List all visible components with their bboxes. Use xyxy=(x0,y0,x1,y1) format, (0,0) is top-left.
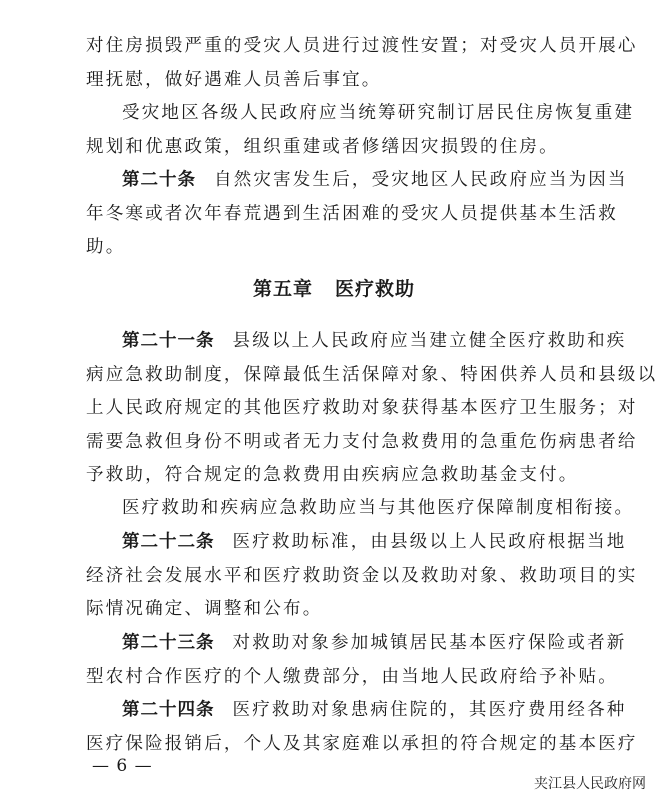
article-paragraph xyxy=(86,526,638,627)
article-number: 第二十二条 xyxy=(122,532,215,552)
article-paragraph xyxy=(86,325,658,493)
text-line: 病应急救助制度，保障最低生活保障对象、特困供养人员和县级以 xyxy=(86,364,658,385)
text-line: 助。 xyxy=(86,237,126,257)
chapter-heading xyxy=(0,274,668,301)
text-line xyxy=(86,694,627,728)
article-text: 自然灾害发生后，受灾地区人民政府应当为因当 xyxy=(214,170,628,190)
article-text: 医疗救助对象患病住院的，其医疗费用经各种 xyxy=(232,700,627,720)
text-line: 医疗救助和疾病应急救助应当与其他医疗保障制度相衔接。 xyxy=(122,498,635,518)
watermark: 夹江县人民政府网 xyxy=(532,772,648,794)
text-line: 对住房损毁严重的受灾人员进行过渡性安置；对受灾人员开展心 xyxy=(86,36,638,56)
text-line xyxy=(86,627,627,661)
article-number: 第二十条 xyxy=(122,170,196,190)
text-line xyxy=(86,325,627,359)
text-line: 需要急救但身份不明或者无力支付急救费用的急重危伤病患者给 xyxy=(86,431,638,452)
text-line: 经济社会发展水平和医疗救助资金以及救助对象、救助项目的实 xyxy=(86,565,638,586)
chapter-number: 第五章 xyxy=(252,278,313,300)
text-line xyxy=(86,164,628,198)
article-text: 对救助对象参加城镇居民基本医疗保险或者新 xyxy=(232,633,627,653)
article-number: 第二十三条 xyxy=(122,633,215,653)
paragraph xyxy=(86,492,635,526)
text-line: 予救助，符合规定的急救费用由疾病应急救助基金支付。 xyxy=(86,465,579,485)
text-line: 型农村合作医疗的个人缴费部分，由当地人民政府给予补贴。 xyxy=(86,666,618,687)
paragraph xyxy=(86,30,638,97)
text-line: 规划和优惠政策，组织重建或者修缮因灾损毁的住房。 xyxy=(86,136,559,157)
text-line: 上人民政府规定的其他医疗救助对象获得基本医疗卫生服务；对 xyxy=(86,398,638,418)
article-paragraph xyxy=(86,164,628,265)
text-line xyxy=(86,526,627,560)
article-text: 医疗救助标准，由县级以上人民政府根据当地 xyxy=(232,532,627,552)
article-paragraph xyxy=(86,627,627,694)
article-number: 第二十四条 xyxy=(122,700,215,720)
text-line: 受灾地区各级人民政府应当统筹研究制订居民住房恢复重建 xyxy=(122,103,635,123)
text-line: 理抚慰，做好遇难人员善后事宜。 xyxy=(86,69,382,90)
paragraph xyxy=(86,97,635,164)
page-number: — 6 — xyxy=(92,756,153,776)
article-number: 第二十一条 xyxy=(122,331,215,351)
article-paragraph xyxy=(86,694,638,761)
text-line: 年冬寒或者次年春荒遇到生活困难的受灾人员提供基本生活救 xyxy=(86,203,618,224)
article-text: 县级以上人民政府应当建立健全医疗救助和疾 xyxy=(232,331,627,351)
text-line: 际情况确定、调整和公布。 xyxy=(86,599,323,619)
chapter-title: 医疗救助 xyxy=(335,278,416,300)
text-line: 医疗保险报销后，个人及其家庭难以承担的符合规定的基本医疗 xyxy=(86,733,638,754)
